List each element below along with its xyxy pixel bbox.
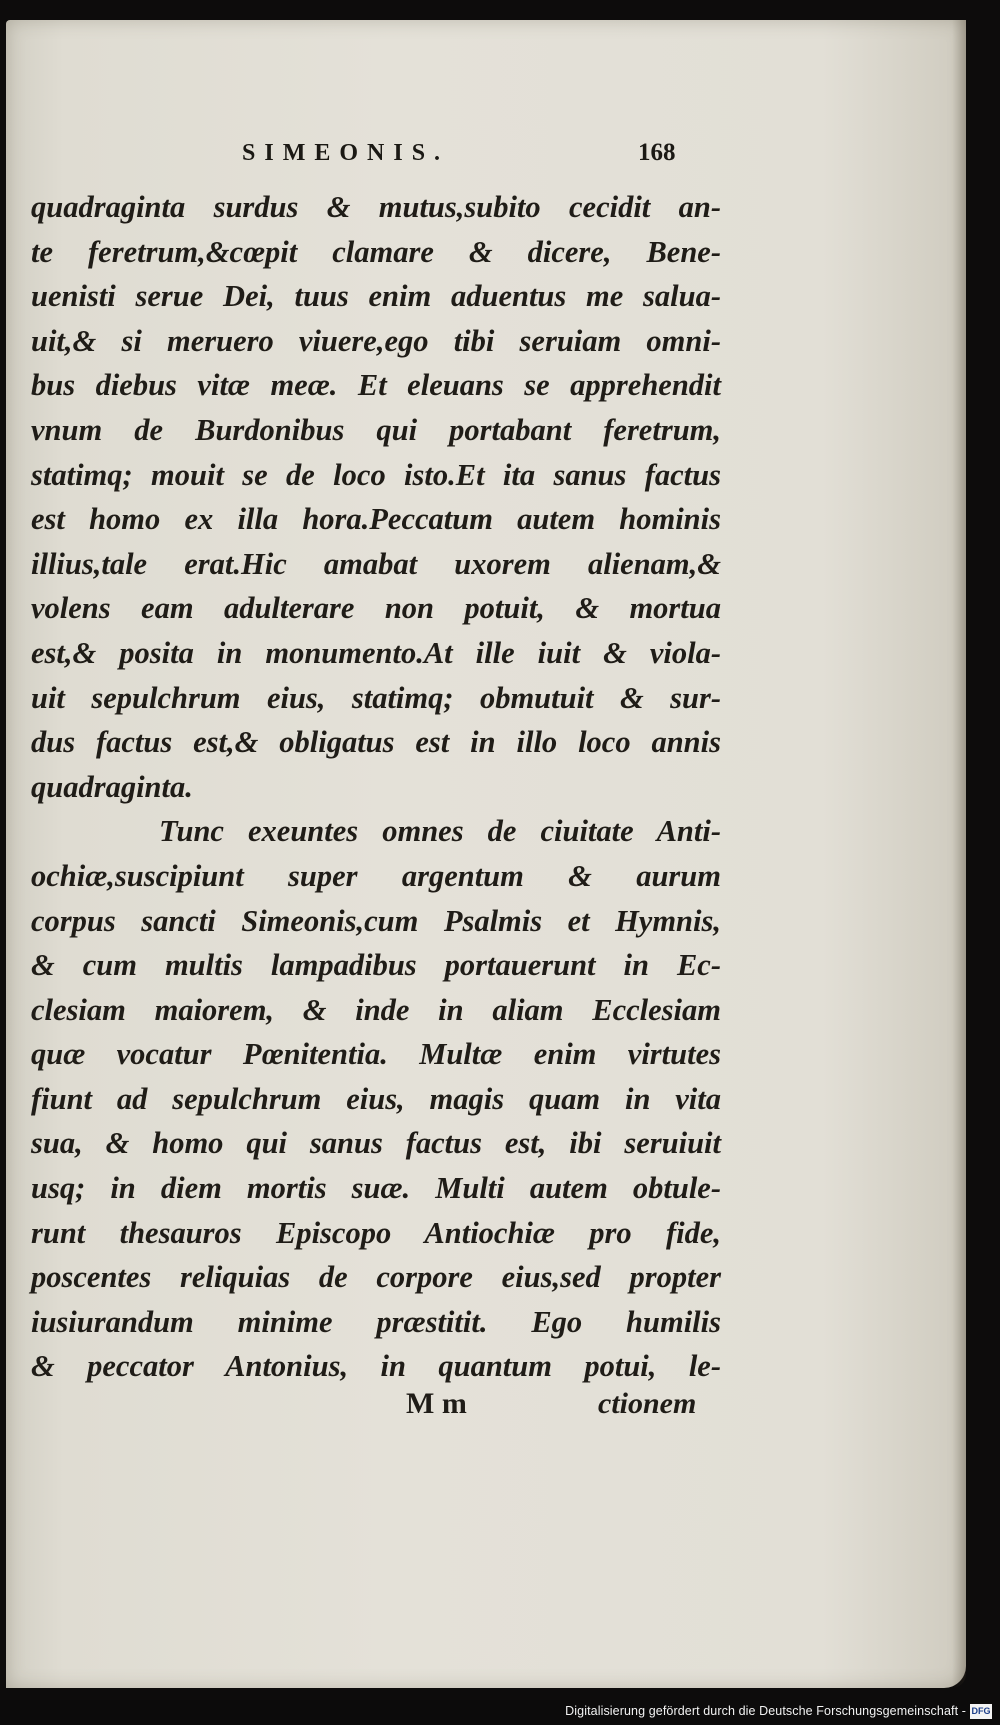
dfg-logo: DFG [970, 1704, 992, 1719]
text-line: uenisti serue Dei, tuus enim aduentus me salua- [31, 279, 721, 314]
text-line: quæ vocatur Pœnitentia. Multæ enim virtutes [31, 1037, 721, 1072]
folio-number: 168 [638, 139, 676, 166]
text-line: clesiam maiorem, & inde in aliam Ecclesiam [31, 992, 721, 1027]
paragraph-start-line: Tunc exeuntes omnes de ciuitate Anti- [159, 814, 721, 849]
text-line: volens eam adulterare non potuit, & mortua [31, 591, 721, 626]
text-line: quadraginta. [31, 769, 193, 804]
text-line: iusiurandum minime præstitit. Ego humilis [31, 1304, 721, 1339]
text-line: corpus sancti Simeonis,cum Psalmis et Hymnis, [31, 903, 721, 938]
text-line: bus diebus vitæ meæ. Et eleuans se apprehendit [31, 368, 721, 403]
text-line: fiunt ad sepulchrum eius, magis quam in vita [31, 1081, 721, 1116]
catchword: ctionem [598, 1387, 697, 1420]
text-line: dus factus est,& obligatus est in illo loco annis [31, 725, 721, 760]
text-line: vnum de Burdonibus qui portabant feretrum, [31, 412, 721, 447]
running-head [6, 140, 966, 176]
text-line: uit sepulchrum eius, statimq; obmutuit & sur- [31, 680, 721, 715]
book-page [6, 20, 966, 1688]
page-bottom-line [6, 1387, 966, 1427]
text-line: runt thesauros Episcopo Antiochiæ pro fide, [31, 1215, 721, 1250]
text-line: uit,& si meruero viuere,ego tibi seruiam omni- [31, 323, 721, 358]
page-edge-shadow [952, 20, 966, 1688]
text-line: statimq; mouit se de loco isto.Et ita sanus factus [31, 457, 721, 492]
text-line: illius,tale erat.Hic amabat uxorem alienam,& [31, 546, 721, 581]
text-line: sua, & homo qui sanus factus est, ibi seruiuit [31, 1126, 721, 1161]
signature-mark: M m [406, 1387, 467, 1420]
running-head-title: SIMEONIS. [242, 140, 450, 166]
text-line: est homo ex illa hora.Peccatum autem hominis [31, 502, 721, 537]
text-line: te feretrum,&cœpit clamare & dicere, Bene- [31, 234, 721, 269]
text-line: est,& posita in monumento.At ille iuit & viola- [31, 635, 721, 670]
text-line: poscentes reliquias de corpore eius,sed propter [31, 1260, 721, 1295]
text-line: usq; in diem mortis suæ. Multi autem obtule- [31, 1171, 721, 1206]
text-line: ochiæ,suscipiunt super argentum & aurum [31, 858, 721, 893]
text-line: & cum multis lampadibus portauerunt in Ec- [31, 948, 721, 983]
text-line: quadraginta surdus & mutus,subito cecidit an- [31, 190, 721, 224]
text-block [31, 185, 721, 1389]
text-line: & peccator Antonius, in quantum potui, le- [31, 1349, 721, 1384]
digitization-credit: Digitalisierung gefördert durch die Deutsche Forschungsgemeinschaft - [565, 1704, 966, 1718]
